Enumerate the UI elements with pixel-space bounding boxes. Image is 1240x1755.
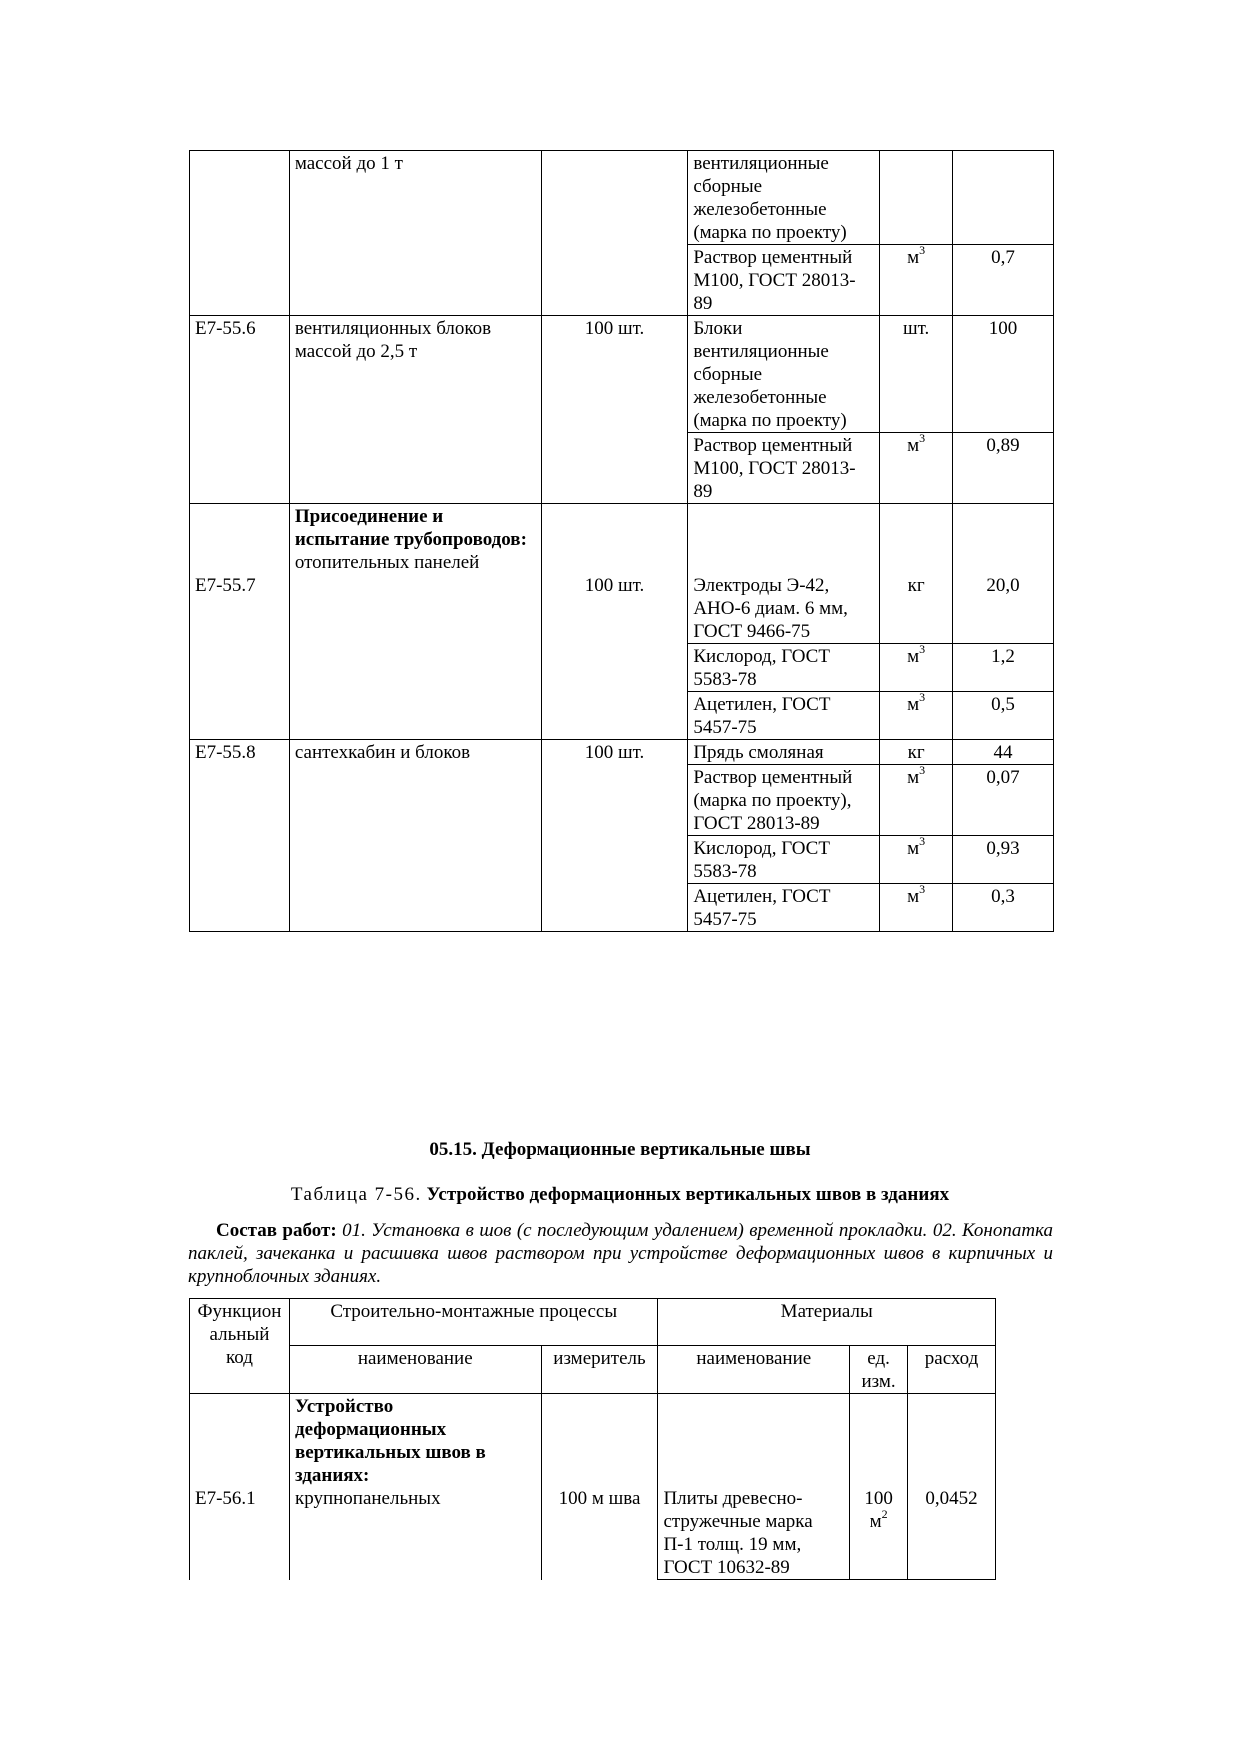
- header-meter: измеритель: [541, 1346, 658, 1394]
- meter-cell: 100 шт.: [541, 740, 688, 884]
- unit-cell: $м^3$: [880, 433, 953, 504]
- table-row: [190, 504, 1054, 644]
- material-name-cell: Прядь смоляная: [688, 740, 880, 765]
- material-name-cell: Раствор цементный М100, ГОСТ 28013-89: [688, 245, 880, 316]
- meter-cell: 100 м шва: [541, 1394, 658, 1580]
- material-name-cell: Раствор цементный (марка по проекту), ГОСТ 28013-89: [688, 765, 880, 836]
- unit-cell: $м^3$: [880, 245, 953, 316]
- material-name-cell: Раствор цементный М100, ГОСТ 28013-89: [688, 433, 880, 504]
- unit-cell: $м^3$: [880, 884, 953, 932]
- rate-cell: 0,89: [953, 433, 1054, 504]
- code-cell: Е7-55.7: [190, 504, 290, 740]
- unit-cell: кг: [880, 740, 953, 765]
- code-cell: Е7-55.6: [190, 316, 290, 504]
- process-cell: массой до 1 т: [289, 151, 541, 316]
- process-cell: вентиляционных блоков массой до 2,5 т: [289, 316, 541, 504]
- material-name-cell: Блоки вентиляционные сборные железобетонные (марка по проекту): [688, 316, 880, 433]
- work-composition-label: Состав работ:: [216, 1220, 337, 1241]
- group-heading: Устройство деформационных вертикальных швов в зданиях:: [294, 1396, 486, 1486]
- unit-cell: $м^3$: [880, 836, 953, 884]
- rate-cell: 1,2: [953, 644, 1054, 692]
- unit-cell: $м^3$: [880, 692, 953, 740]
- table-row: [190, 151, 1054, 245]
- rate-cell: 20,0: [953, 504, 1054, 644]
- material-name-cell: вентиляционные сборные железобетонные (марка по проекту): [688, 151, 880, 245]
- rate-cell: 44: [953, 740, 1054, 765]
- material-name-cell: Кислород, ГОСТ 5583-78: [688, 836, 880, 884]
- table-row: [190, 884, 1054, 932]
- work-composition: [188, 1219, 1053, 1288]
- code-cell: [190, 151, 290, 316]
- header-unit: ед. изм.: [850, 1346, 908, 1394]
- materials-table-7-55: [189, 150, 1054, 932]
- rate-cell: 0,0452: [908, 1394, 996, 1580]
- rate-cell: 0,3: [953, 884, 1054, 932]
- table-row: [190, 740, 1054, 765]
- material-name-cell: Ацетилен, ГОСТ 5457-75: [688, 884, 880, 932]
- header-name: наименование: [289, 1346, 541, 1394]
- header-code: Функцион альный код: [190, 1299, 290, 1394]
- table-row: [190, 316, 1054, 433]
- group-heading: Присоединение и испытание трубопроводов:: [294, 506, 527, 550]
- table-caption-title: Устройство деформационных вертикальных швов в зданиях: [426, 1184, 950, 1205]
- process-cell: Устройство деформационных вертикальных швов в зданиях: крупнопанельных: [289, 1394, 541, 1580]
- materials-table-7-56: [189, 1298, 996, 1580]
- table-caption: [0, 1183, 1240, 1206]
- rate-cell: 0,7: [953, 245, 1054, 316]
- meter-cell: 100 шт.: [541, 316, 688, 504]
- rate-cell: 100: [953, 316, 1054, 433]
- header-rate: расход: [908, 1346, 996, 1394]
- table-header-row: [190, 1346, 996, 1394]
- rate-cell: [953, 151, 1054, 245]
- section-title: 05.15. Деформационные вертикальные швы: [429, 1139, 811, 1160]
- table-header-row: [190, 1299, 996, 1346]
- code-cell: Е7-56.1: [190, 1394, 290, 1580]
- header-material-name: наименование: [658, 1346, 850, 1394]
- meter-cell: 100 шт.: [541, 504, 688, 740]
- meter-cell: [541, 151, 688, 316]
- rate-cell: 0,07: [953, 765, 1054, 836]
- rate-cell: 0,93: [953, 836, 1054, 884]
- unit-cell: $м^3$: [880, 765, 953, 836]
- table-caption-label: Таблица 7-56.: [290, 1184, 422, 1205]
- process-cell: сантехкабин и блоков: [289, 740, 541, 884]
- table-row: [190, 1394, 996, 1580]
- unit-cell: кг: [880, 504, 953, 644]
- unit-cell: 100 $м^2$: [850, 1394, 908, 1580]
- header-materials: Материалы: [658, 1299, 996, 1346]
- material-name-cell: Ацетилен, ГОСТ 5457-75: [688, 692, 880, 740]
- unit-cell: $м^3$: [880, 644, 953, 692]
- code-cell: Е7-55.8: [190, 740, 290, 884]
- material-name-cell: Кислород, ГОСТ 5583-78: [688, 644, 880, 692]
- unit-cell: шт.: [880, 316, 953, 433]
- unit-cell: [880, 151, 953, 245]
- rate-cell: 0,5: [953, 692, 1054, 740]
- header-processes: Строительно-монтажные процессы: [289, 1299, 657, 1346]
- work-composition-text: 01. Установка в шов (с последующим удалением) временной прокладки. 02. Конопатка паклей, зачеканка и расшивка швов раствором при устройстве деформационных швов в кирпичных и крупноблочных зданиях.: [188, 1220, 1053, 1287]
- process-cell: Присоединение и испытание трубопроводов: отопительных панелей: [289, 504, 541, 740]
- material-name-cell: Плиты древесно-стружечные марка П-1 толщ. 19 мм, ГОСТ 10632-89: [658, 1394, 850, 1580]
- material-name-cell: Электроды Э-42, АНО-6 диам. 6 мм, ГОСТ 9466-75: [688, 504, 880, 644]
